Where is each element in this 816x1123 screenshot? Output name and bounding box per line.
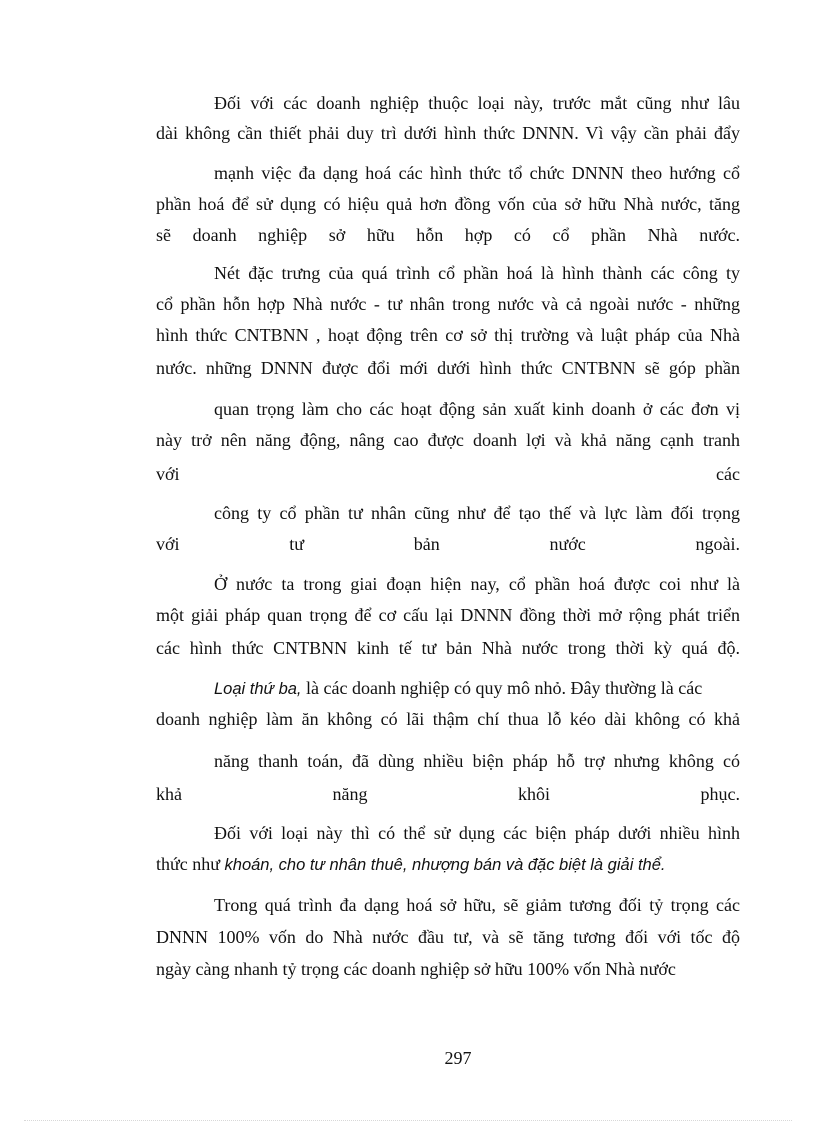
text-fragment: là các doanh nghiệp có quy mô nhỏ. Đây thường là các — [306, 678, 703, 698]
text-line: sẽ doanh nghiệp sở hữu hỗn hợp có cổ phần Nhà nước. — [156, 225, 740, 245]
text-line: một giải pháp quan trọng để cơ cấu lại DNNN đồng thời mở rộng phát triển — [156, 605, 740, 625]
text-line: công ty cổ phần tư nhân cũng như để tạo thế và lực làm đối trọng — [214, 503, 740, 523]
text-line: Đối với các doanh nghiệp thuộc loại này, trước mắt cũng như lâu — [214, 93, 740, 113]
text-line: Nét đặc trưng của quá trình cổ phần hoá là hình thành các công ty — [214, 263, 740, 283]
text-line: nước. những DNNN được đổi mới dưới hình thức CNTBNN sẽ góp phần — [156, 358, 740, 378]
italic-phrase: khoán, cho tư nhân thuê, nhượng bán và đặc biệt là giải thể. — [224, 856, 666, 874]
text-line: khả năng khôi phục. — [156, 784, 740, 804]
text-line: DNNN 100% vốn do Nhà nước đầu tư, và sẽ tăng tương đối với tốc độ — [156, 927, 740, 947]
text-line: ngày càng nhanh tỷ trọng các doanh nghiệp sở hữu 100% vốn Nhà nước — [156, 959, 676, 979]
text-line: các hình thức CNTBNN kinh tế tư bản Nhà nước trong thời kỳ quá độ. — [156, 638, 740, 658]
page-number: 297 — [444, 1048, 472, 1068]
text-line: với các — [156, 464, 740, 484]
text-line: Đối với loại này thì có thể sử dụng các biện pháp dưới nhiều hình — [214, 823, 740, 843]
text-line: doanh nghiệp làm ăn không có lãi thậm chí thua lỗ kéo dài không có khả — [156, 709, 740, 729]
text-line: này trở nên năng động, nâng cao được doanh lợi và khả năng cạnh tranh — [156, 430, 740, 450]
text-line: cổ phần hỗn hợp Nhà nước - tư nhân trong nước và cả ngoài nước - những — [156, 294, 740, 314]
text-line: dài không cần thiết phải duy trì dưới hình thức DNNN. Vì vậy cần phải đẩy — [156, 123, 740, 143]
text-line: phần hoá để sử dụng có hiệu quả hơn đồng vốn của sở hữu Nhà nước, tăng — [156, 194, 740, 214]
text-line: Ở nước ta trong giai đoạn hiện nay, cổ phần hoá được coi như là — [214, 574, 740, 594]
text-fragment: thức như — [156, 854, 221, 874]
text-line — [156, 852, 740, 877]
text-line: Trong quá trình đa dạng hoá sở hữu, sẽ giảm tương đối tỷ trọng các — [214, 895, 740, 915]
italic-phrase: Loại thứ ba, — [214, 680, 302, 698]
text-line: năng thanh toán, đã dùng nhiều biện pháp hỗ trợ nhưng không có — [214, 751, 740, 771]
text-line — [214, 676, 740, 701]
text-line: quan trọng làm cho các hoạt động sản xuất kinh doanh ở các đơn vị — [214, 399, 740, 419]
text-line: mạnh việc đa dạng hoá các hình thức tổ chức DNNN theo hướng cổ — [214, 163, 740, 183]
text-line: với tư bản nước ngoài. — [156, 534, 740, 554]
text-line: hình thức CNTBNN , hoạt động trên cơ sở thị trường và luật pháp của Nhà — [156, 325, 740, 345]
page-border-dots — [24, 1120, 792, 1121]
